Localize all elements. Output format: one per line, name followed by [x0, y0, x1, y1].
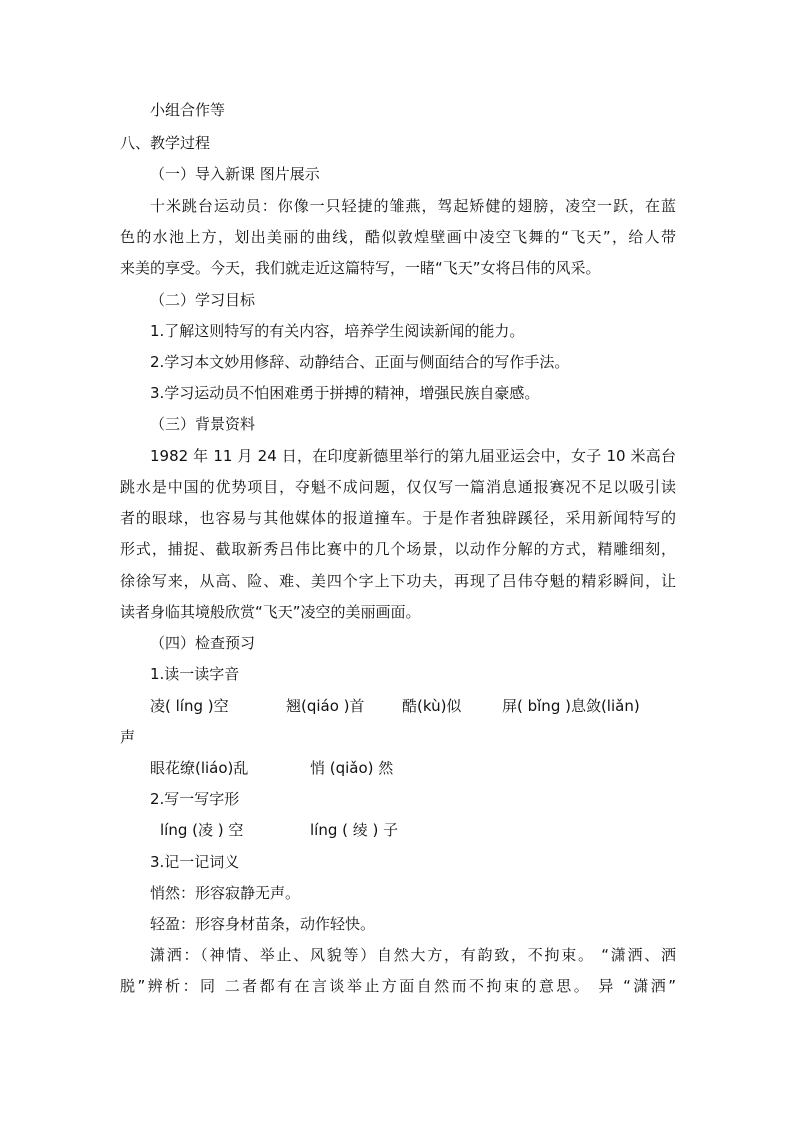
list-item: 2.写一写字形 [150, 790, 240, 808]
list-item: 2.学习本文妙用修辞、动静结合、正面与侧面结合的写作手法。 [150, 353, 570, 371]
subsection-heading: （二）学习目标 [150, 291, 256, 309]
list-item: 3.记一记词义 [150, 853, 240, 871]
definition-line: 悄然：形容寂静无声。 [150, 884, 301, 902]
pinyin-item: líng (凌 ) 空 [160, 821, 244, 839]
list-item: 1.读一读字音 [150, 665, 240, 683]
paragraph-line: 者的眼球，也容易与其他媒体的报道撞车。于是作者独辟蹊径，采用新闻特写的 [120, 509, 676, 527]
paragraph-line: 来美的享受。今天，我们就走近这篇特写，一睹“飞天”女将吕伟的风采。 [120, 259, 601, 277]
pinyin-item: 翘(qiáo )首 [286, 697, 365, 715]
definition-line: 轻盈：形容身材苗条，动作轻快。 [150, 915, 376, 933]
pinyin-item: 眼花缭(liáo)乱 [150, 759, 249, 777]
pinyin-row [150, 695, 676, 717]
pinyin-item: 悄 (qiǎo) 然 [310, 759, 394, 777]
text-line: 小组合作等 [150, 101, 226, 119]
pinyin-item: líng ( 绫 ) 子 [310, 821, 399, 839]
definition-line: 潇洒：（神情、举止、风貌等）自然大方，有韵致，不拘束。 “潇洒、洒 [150, 946, 676, 964]
paragraph-line: 跳水是中国的优势项目，夺魁不成问题，仅仅写一篇消息通报赛况不足以吸引读 [120, 478, 676, 496]
paragraph-line: 读者身临其境般欣赏“飞天”凌空的美丽画面。 [120, 603, 421, 621]
paragraph-line: 色的水池上方，划出美丽的曲线，酷似敦煌壁画中凌空飞舞的“飞天”，给人带 [120, 228, 676, 246]
paragraph-line: 十米跳台运动员：你像一只轻捷的雏燕，驾起矫健的翅膀，凌空一跃，在蓝 [150, 197, 676, 215]
paragraph-line: 1982 年 11 月 24 日，在印度新德里举行的第九届亚运会中，女子 10 米高台 [150, 447, 676, 465]
subsection-heading: （四）检查预习 [150, 634, 256, 652]
paragraph-line: 徐徐写来，从高、险、难、美四个字上下功夫，再现了吕伟夺魁的精彩瞬间，让 [120, 572, 676, 590]
subsection-heading: （一）导入新课 图片展示 [150, 165, 320, 183]
text-line: 声 [120, 728, 136, 746]
definition-line: 脱”辨析：同 二者都有在言谈举止方面自然而不拘束的意思。 异 “潇洒” [120, 977, 676, 995]
pinyin-item: 酷(kù)似 [402, 697, 462, 715]
pinyin-row [150, 757, 676, 779]
pinyin-item: 凌( líng )空 [150, 697, 229, 715]
subsection-heading: （三）背景资料 [150, 415, 256, 433]
paragraph-line: 形式，捕捉、截取新秀吕伟比赛中的几个场景，以动作分解的方式，精雕细刻， [120, 540, 676, 558]
pinyin-row [160, 819, 676, 841]
section-heading: 八、教学过程 [120, 134, 211, 152]
pinyin-item: 屏( bǐng )息敛(liǎn) [502, 697, 640, 715]
list-item: 1.了解这则特写的有关内容，培养学生阅读新闻的能力。 [150, 322, 525, 340]
list-item: 3.学习运动员不怕困难勇于拼搏的精神，增强民族自豪感。 [150, 384, 540, 402]
